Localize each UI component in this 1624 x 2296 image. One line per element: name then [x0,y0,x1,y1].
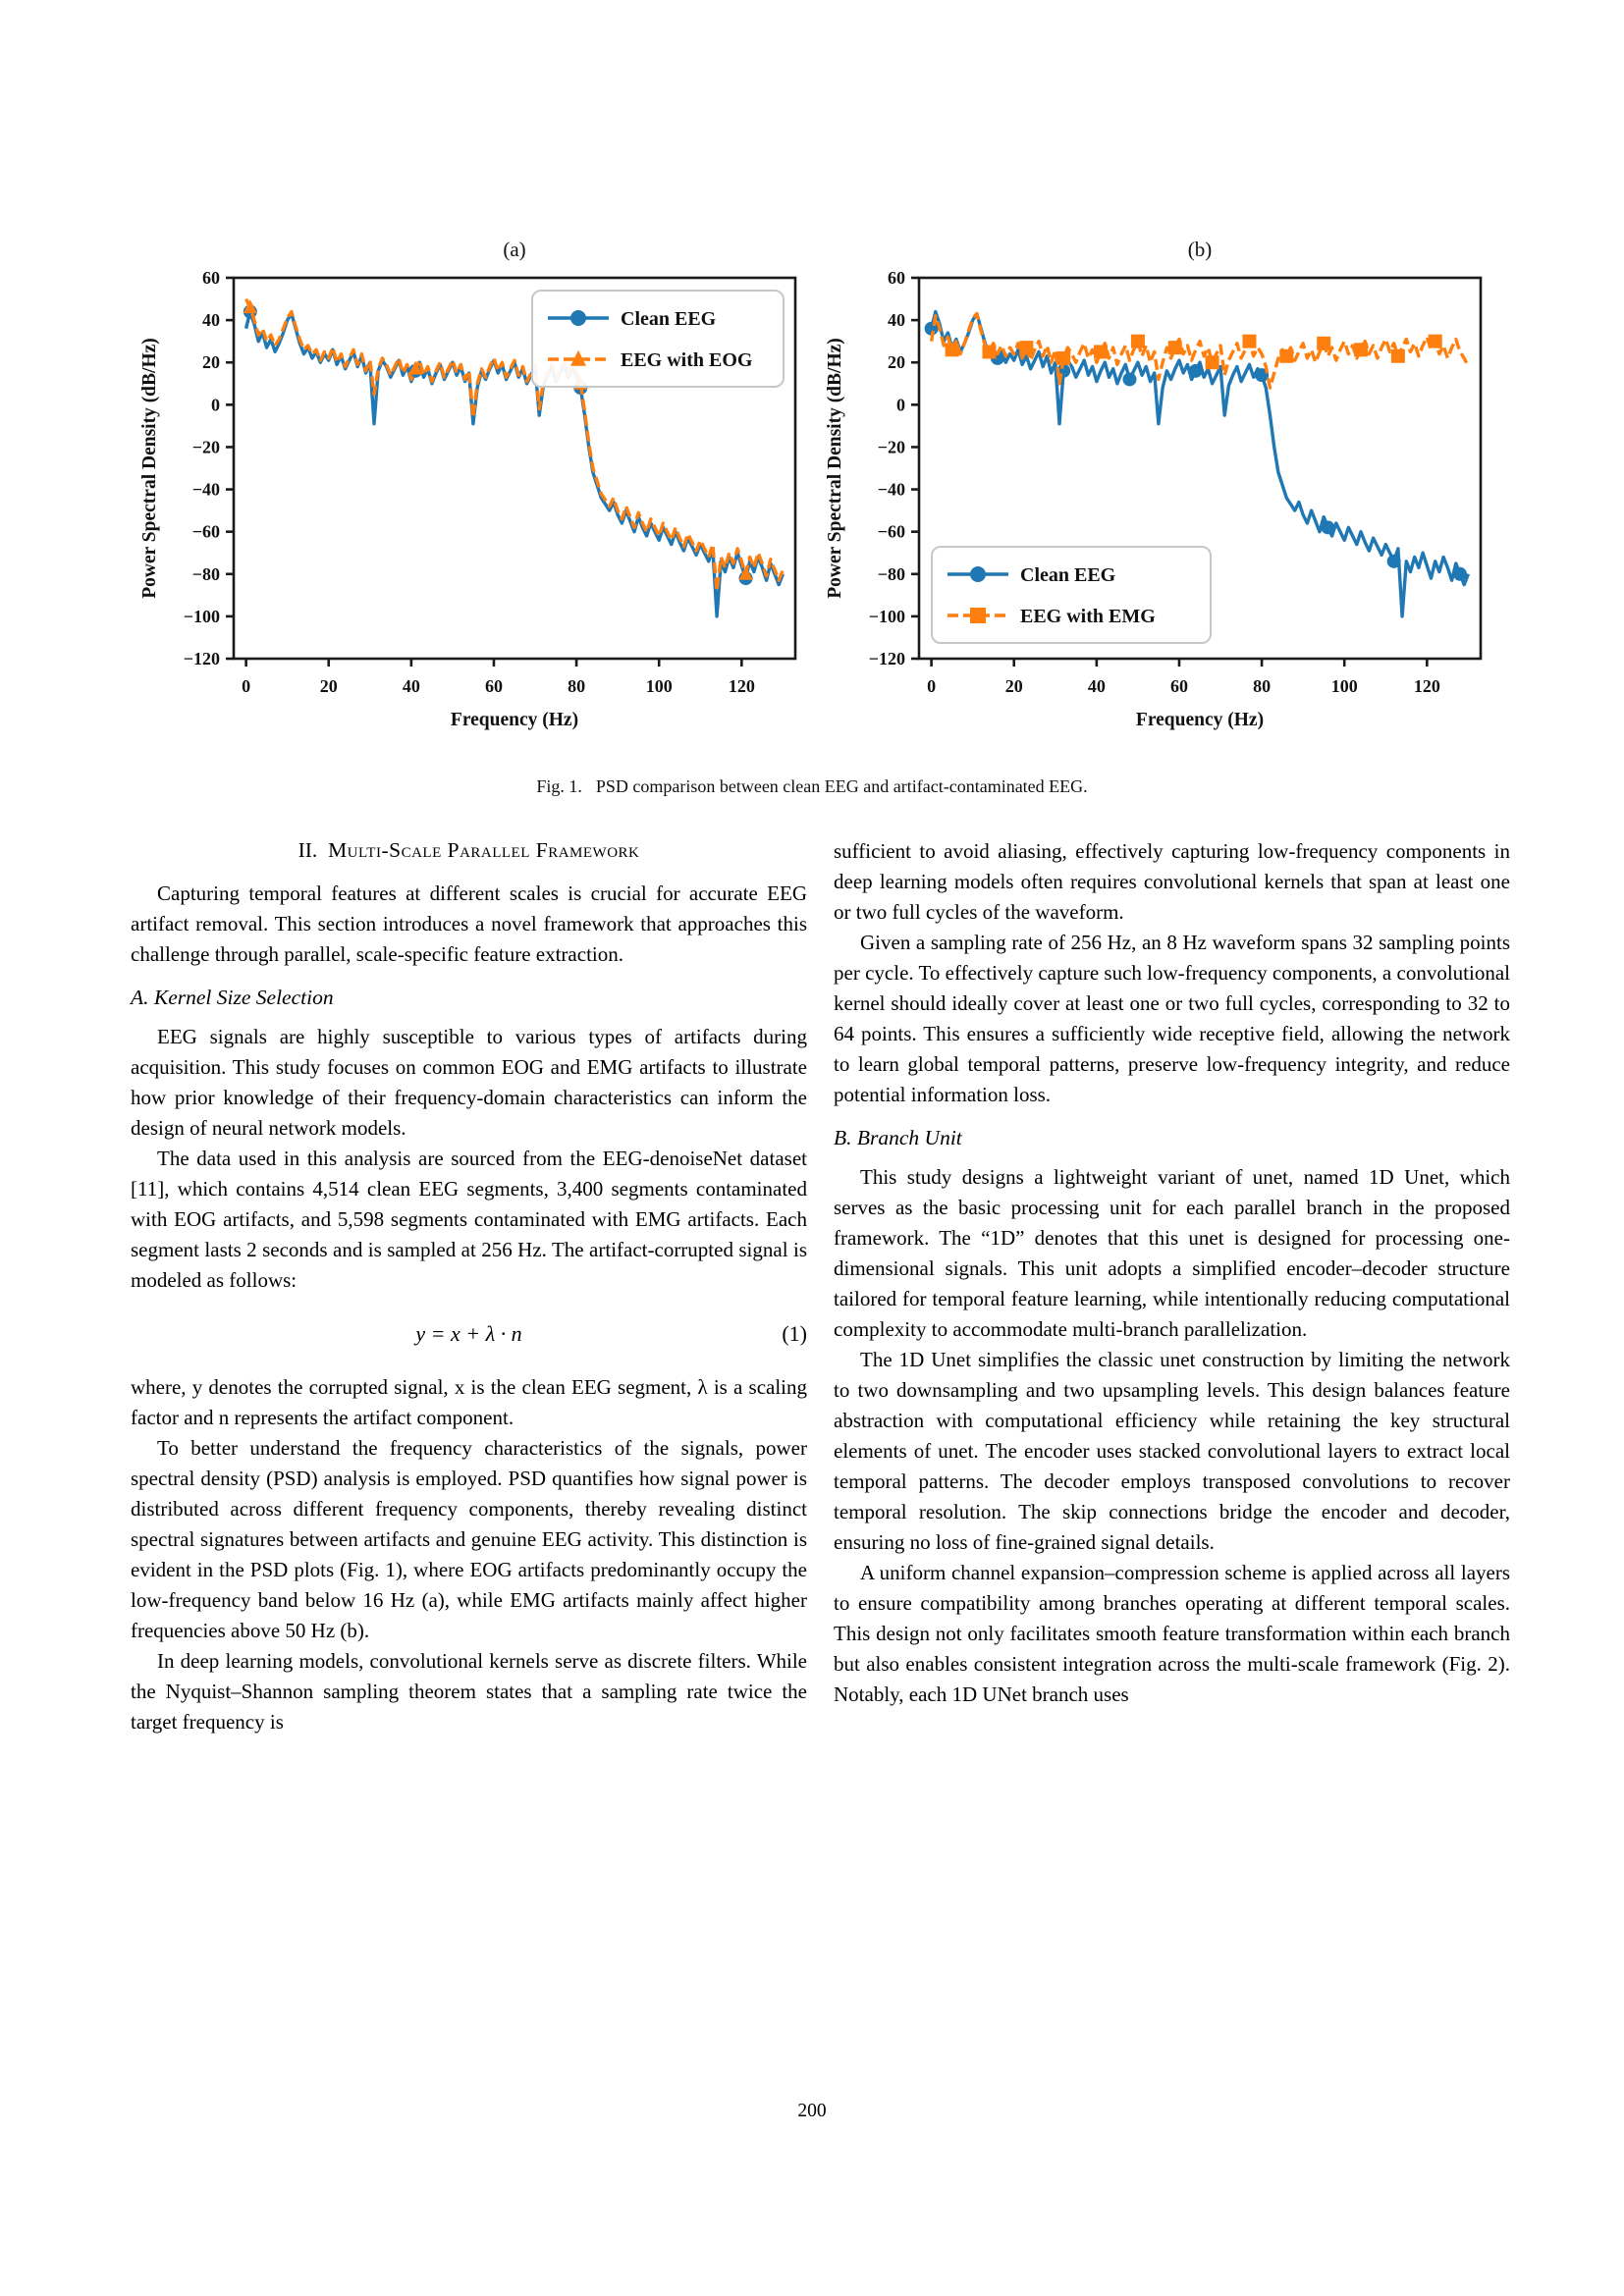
x-tick-label: 120 [728,676,755,696]
legend-label: Clean EEG [1020,564,1116,586]
section-title: Multi-Scale Parallel Framework [328,838,640,862]
y-tick-label: 40 [202,310,220,331]
figure-caption-text: PSD comparison between clean EEG and artifact-contaminated EEG. [595,776,1088,796]
paragraph: This study designs a lightweight variant of unet, named 1D Unet, which serves as the basic processing unit for each parallel branch in the proposed framework. The “1D” denotes that this unet is designed for processing one-dimensional signals. This unit adopts a simplified encoder–decoder structure tailored for temporal feature learning, while intentionally reducing computational complexity to accommodate multi-branch parallelization. [834,1165,1510,1341]
x-tick-label: 60 [1169,676,1188,696]
x-tick-label: 120 [1413,676,1440,696]
y-axis-label: Power Spectral Density (dB/Hz) [825,338,845,599]
y-tick-label: 40 [888,310,905,331]
y-tick-label: −100 [868,606,905,626]
figure-caption [0,776,1624,797]
paragraph: Given a sampling rate of 256 Hz, an 8 Hz waveform spans 32 sampling points per cycle. To effectively capture such low-frequency components, a convolutional kernel should ideally cover at least one or two full cycles, corresponding to 32 to 64 points. This ensures a sufficiently wide receptive field, allowing the network to learn global temporal patterns, preserve low-frequency integrity, and reduce potential information loss. [834,931,1510,1106]
x-axis-label: Frequency (Hz) [450,710,579,730]
y-tick-label: −20 [191,437,220,457]
x-tick-label: 100 [645,676,673,696]
subsection-heading: B. Branch Unit [834,1126,962,1149]
chart-title: (a) [503,238,526,261]
x-tick-label: 80 [568,676,586,696]
x-tick-label: 0 [242,676,251,696]
x-tick-label: 20 [1004,676,1023,696]
subsection-heading: A. Kernel Size Selection [131,986,334,1009]
y-tick-label: −60 [191,521,220,542]
paragraph: To better understand the frequency characteristics of the signals, power spectral density (PSD) analysis is employed. PSD quantifies how signal power is distributed across different frequency components, thereby revealing distinct spectral signatures between artifacts and genuine EEG activity. This distinction is evident in the PSD plots (Fig. 1), where EOG artifacts predominantly occupy the low-frequency band below 16 Hz (a), while EMG artifacts mainly affect higher frequencies above 50 Hz (b). [131,1436,807,1642]
paragraph: The 1D Unet simplifies the classic unet construction by limiting the network to two downsampling and two upsampling levels. This design balances feature abstraction with computational efficiency while retaining the key structural elements of unet. The encoder uses stacked convolutional layers to extract local temporal patterns. The decoder employs transposed convolutions to recover temporal resolution. The skip connections bridge the encoder and decoder, ensuring no loss of fine-grained signal details. [834,1348,1510,1554]
paragraph: In deep learning models, convolutional kernels serve as discrete filters. While the Nyquist–Shannon sampling theorem states that a sampling rate twice the target frequency is [131,1649,807,1734]
section-number: II. [298,838,318,862]
y-tick-label: 0 [896,395,905,415]
legend-box [932,547,1211,643]
equation [131,1321,807,1347]
paragraph: The data used in this analysis are sourced from the EEG-denoiseNet dataset [11], which contains 4,514 clean EEG segments, 3,400 segments contaminated with EOG artifacts, and 5,598 segments contaminated with EMG artifacts. Each segment lasts 2 seconds and is sampled at 256 Hz. The artifact-corrupted signal is modeled as follows: [131,1147,807,1292]
legend [532,291,784,387]
paragraph: sufficient to avoid aliasing, effectively capturing low-frequency components in deep learning models often requires convolutional kernels that span at least one or two full cycles of the waveform. [834,839,1510,924]
chart-psd-eog [126,221,813,736]
paragraph: A uniform channel expansion–compression scheme is applied across all layers to ensure compatibility among branches operating at different temporal scales. This design not only facilitates smooth feature transformation within each branch but also enables consistent integration across the multi-scale framework (Fig. 2). Notably, each 1D UNet branch uses [834,1561,1510,1706]
column-right [834,836,1510,1737]
legend-box [532,291,784,387]
two-column-text [131,836,1510,1737]
chart-root [825,238,1481,730]
page-number: 200 [797,2101,827,2121]
chart-title: (b) [1187,238,1213,261]
legend-label: EEG with EMG [1020,606,1156,627]
chart-psd-emg [811,221,1498,736]
legend-label: EEG with EOG [621,349,753,371]
x-tick-label: 40 [1087,676,1106,696]
y-tick-label: 60 [888,268,905,288]
y-axis-label: Power Spectral Density (dB/Hz) [139,338,160,599]
chart-root [139,238,795,730]
equation-number: (1) [782,1321,807,1346]
x-tick-label: 60 [484,676,503,696]
y-tick-label: −20 [877,437,905,457]
y-tick-label: −80 [191,563,220,584]
y-tick-label: −40 [877,479,905,500]
paragraph: where, y denotes the corrupted signal, x is the clean EEG segment, λ is a scaling factor and n represents the artifact component. [131,1375,807,1429]
y-tick-label: −120 [868,649,905,668]
legend-label: Clean EEG [621,308,717,330]
paragraph: Capturing temporal features at different scales is crucial for accurate EEG artifact removal. This section introduces a novel framework that approaches this challenge through parallel, scale-specific feature extraction. [131,881,807,966]
x-tick-label: 20 [319,676,338,696]
section-heading [131,838,807,863]
x-axis-label: Frequency (Hz) [1135,710,1265,730]
figure-1 [0,221,1624,839]
x-tick-label: 100 [1330,676,1358,696]
figure-caption-label: Fig. 1. [536,776,582,796]
y-tick-label: 20 [202,352,220,373]
y-tick-label: 60 [202,268,220,288]
column-left [131,836,807,1737]
y-tick-label: −80 [877,563,905,584]
y-tick-label: −40 [191,479,220,500]
equation-body: y = x + λ · n [415,1321,522,1346]
y-tick-label: 20 [888,352,905,373]
x-tick-label: 80 [1253,676,1272,696]
y-tick-label: −120 [183,649,220,668]
y-tick-label: −100 [183,606,220,626]
y-tick-label: 0 [211,395,220,415]
x-tick-label: 0 [927,676,937,696]
paragraph: EEG signals are highly susceptible to various types of artifacts during acquisition. This study focuses on common EOG and EMG artifacts to illustrate how prior knowledge of their frequency-domain characteristics can inform the design of neural network models. [131,1025,807,1140]
x-tick-label: 40 [402,676,420,696]
legend [932,547,1211,643]
y-tick-label: −60 [877,521,905,542]
series-line [932,314,1469,389]
